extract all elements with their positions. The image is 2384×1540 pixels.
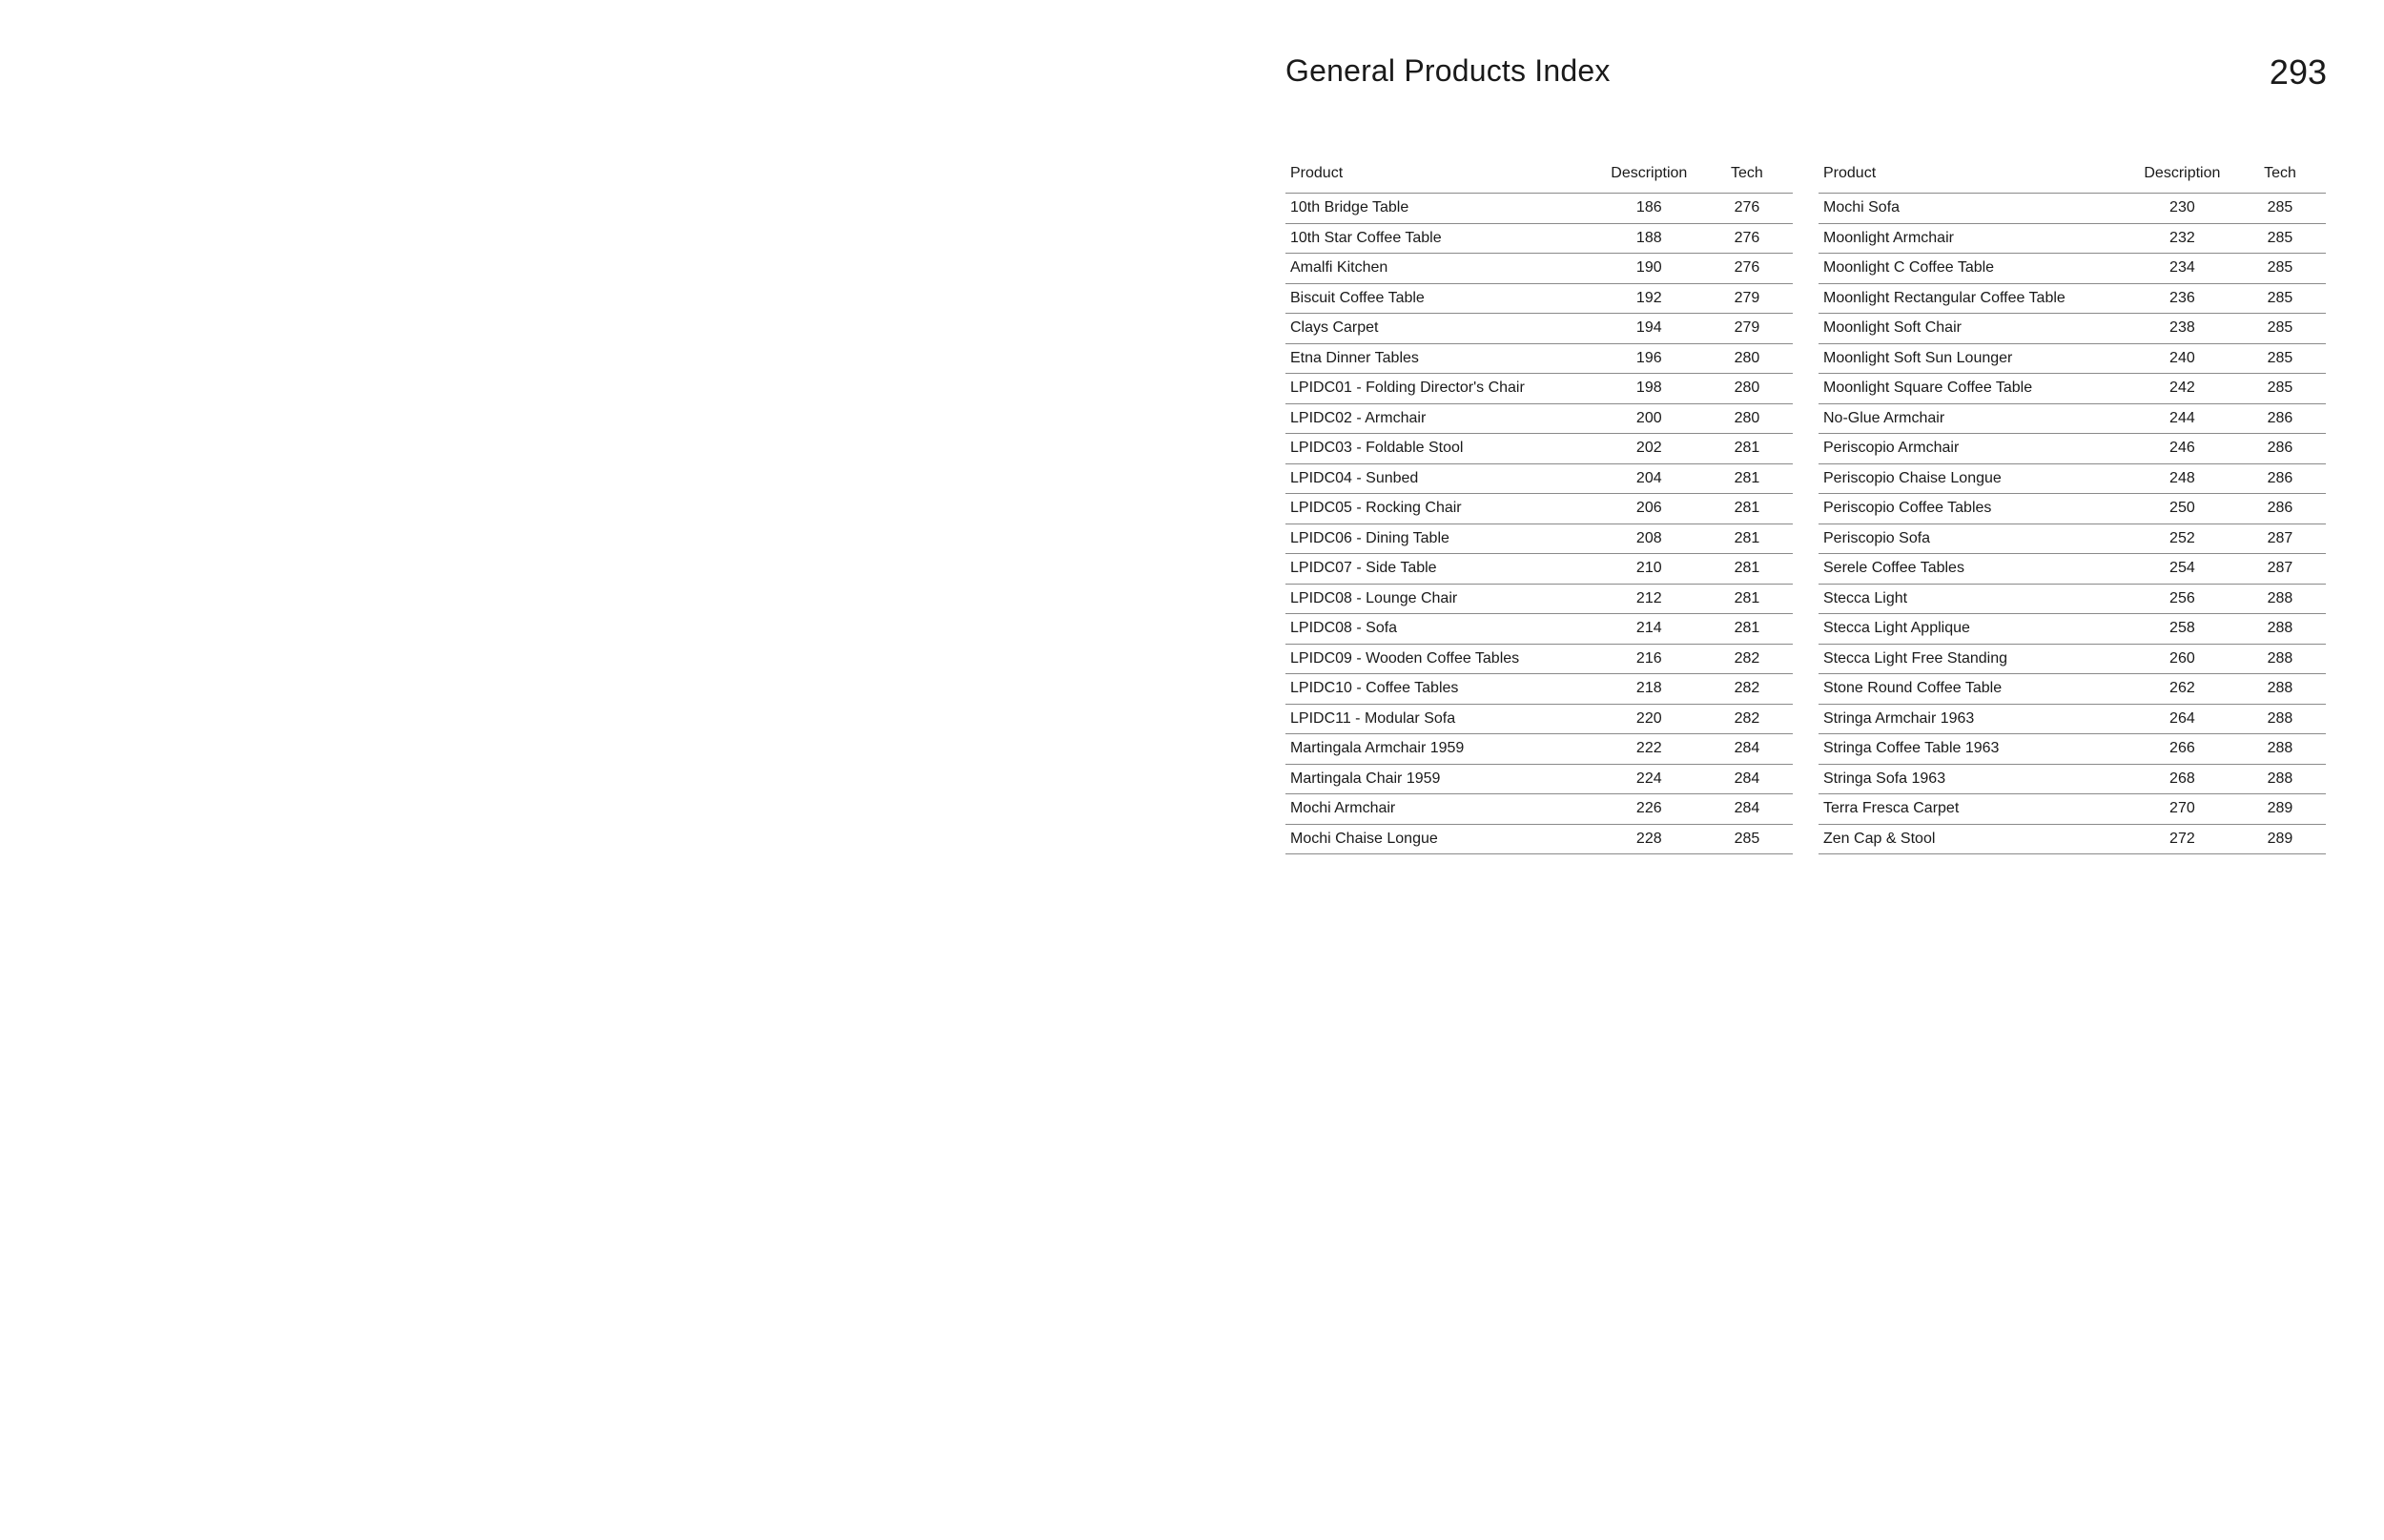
table-row	[1285, 343, 1793, 374]
tech-page-cell: 281	[1701, 554, 1793, 585]
table-row	[1285, 674, 1793, 705]
table-row	[1819, 374, 2326, 404]
description-page-cell: 212	[1597, 584, 1701, 614]
tech-page-cell: 288	[2234, 614, 2326, 645]
tech-page-cell: 279	[1701, 283, 1793, 314]
description-page-cell: 204	[1597, 463, 1701, 494]
description-page-cell: 246	[2130, 434, 2234, 464]
product-cell: Periscopio Coffee Tables	[1819, 494, 2130, 524]
product-cell: Stringa Sofa 1963	[1819, 764, 2130, 794]
description-page-cell: 244	[2130, 403, 2234, 434]
description-page-cell: 228	[1597, 824, 1701, 854]
description-page-cell: 220	[1597, 704, 1701, 734]
tech-page-cell: 285	[2234, 254, 2326, 284]
tech-page-cell: 285	[2234, 343, 2326, 374]
page-number: 293	[2269, 52, 2327, 92]
table-row	[1819, 824, 2326, 854]
table-row	[1819, 584, 2326, 614]
product-cell: Terra Fresca Carpet	[1819, 794, 2130, 825]
description-page-cell: 242	[2130, 374, 2234, 404]
table-row	[1819, 524, 2326, 554]
tech-page-cell: 285	[2234, 314, 2326, 344]
table-header-row	[1819, 154, 2326, 194]
table-row	[1819, 614, 2326, 645]
product-cell: LPIDC09 - Wooden Coffee Tables	[1285, 644, 1597, 674]
tech-page-cell: 276	[1701, 254, 1793, 284]
tech-page-cell: 281	[1701, 524, 1793, 554]
product-cell: Stone Round Coffee Table	[1819, 674, 2130, 705]
tech-page-cell: 287	[2234, 524, 2326, 554]
column-header-product: Product	[1285, 154, 1597, 194]
description-page-cell: 264	[2130, 704, 2234, 734]
tech-page-cell: 285	[2234, 194, 2326, 224]
tech-page-cell: 281	[1701, 494, 1793, 524]
column-header-description: Description	[1597, 154, 1701, 194]
tech-page-cell: 282	[1701, 704, 1793, 734]
description-page-cell: 238	[2130, 314, 2234, 344]
column-header-tech: Tech	[2234, 154, 2326, 194]
description-page-cell: 224	[1597, 764, 1701, 794]
column-header-product: Product	[1819, 154, 2130, 194]
description-page-cell: 232	[2130, 223, 2234, 254]
tech-page-cell: 285	[2234, 374, 2326, 404]
description-page-cell: 272	[2130, 824, 2234, 854]
tech-page-cell: 284	[1701, 794, 1793, 825]
tech-page-cell: 280	[1701, 403, 1793, 434]
product-cell: LPIDC10 - Coffee Tables	[1285, 674, 1597, 705]
product-cell: Periscopio Chaise Longue	[1819, 463, 2130, 494]
table-row	[1285, 434, 1793, 464]
product-cell: Moonlight C Coffee Table	[1819, 254, 2130, 284]
table-row	[1285, 463, 1793, 494]
description-page-cell: 218	[1597, 674, 1701, 705]
tech-page-cell: 288	[2234, 704, 2326, 734]
table-row	[1819, 223, 2326, 254]
product-cell: 10th Bridge Table	[1285, 194, 1597, 224]
product-cell: Stringa Armchair 1963	[1819, 704, 2130, 734]
table-row	[1819, 674, 2326, 705]
tech-page-cell: 276	[1701, 223, 1793, 254]
table-row	[1819, 254, 2326, 284]
product-cell: Moonlight Armchair	[1819, 223, 2130, 254]
table-row	[1285, 614, 1793, 645]
table-row	[1285, 283, 1793, 314]
tech-page-cell: 286	[2234, 494, 2326, 524]
table-row	[1285, 524, 1793, 554]
table-row	[1285, 794, 1793, 825]
tech-page-cell: 284	[1701, 764, 1793, 794]
product-cell: LPIDC04 - Sunbed	[1285, 463, 1597, 494]
tech-page-cell: 280	[1701, 343, 1793, 374]
description-page-cell: 258	[2130, 614, 2234, 645]
description-page-cell: 222	[1597, 734, 1701, 765]
product-cell: Periscopio Armchair	[1819, 434, 2130, 464]
table-row	[1819, 403, 2326, 434]
description-page-cell: 234	[2130, 254, 2234, 284]
description-page-cell: 236	[2130, 283, 2234, 314]
product-cell: 10th Star Coffee Table	[1285, 223, 1597, 254]
description-page-cell: 266	[2130, 734, 2234, 765]
table-row	[1285, 704, 1793, 734]
product-cell: Martingala Armchair 1959	[1285, 734, 1597, 765]
table-row	[1819, 704, 2326, 734]
table-row	[1285, 254, 1793, 284]
tech-page-cell: 288	[2234, 734, 2326, 765]
table-row	[1285, 194, 1793, 224]
table-row	[1819, 343, 2326, 374]
tech-page-cell: 288	[2234, 674, 2326, 705]
table-row	[1285, 374, 1793, 404]
product-cell: Mochi Chaise Longue	[1285, 824, 1597, 854]
table-row	[1285, 494, 1793, 524]
tech-page-cell: 285	[1701, 824, 1793, 854]
product-cell: LPIDC02 - Armchair	[1285, 403, 1597, 434]
tech-page-cell: 288	[2234, 644, 2326, 674]
tech-page-cell: 281	[1701, 434, 1793, 464]
description-page-cell: 248	[2130, 463, 2234, 494]
product-cell: LPIDC08 - Lounge Chair	[1285, 584, 1597, 614]
table-row	[1285, 403, 1793, 434]
table-row	[1819, 764, 2326, 794]
product-cell: Zen Cap & Stool	[1819, 824, 2130, 854]
table-row	[1819, 314, 2326, 344]
table-row	[1285, 554, 1793, 585]
product-cell: LPIDC08 - Sofa	[1285, 614, 1597, 645]
product-cell: Moonlight Soft Chair	[1819, 314, 2130, 344]
description-page-cell: 230	[2130, 194, 2234, 224]
description-page-cell: 194	[1597, 314, 1701, 344]
description-page-cell: 196	[1597, 343, 1701, 374]
product-cell: Serele Coffee Tables	[1819, 554, 2130, 585]
table-row	[1819, 494, 2326, 524]
tech-page-cell: 276	[1701, 194, 1793, 224]
index-table-left-body	[1285, 194, 1793, 854]
product-cell: Mochi Sofa	[1819, 194, 2130, 224]
product-cell: Stecca Light	[1819, 584, 2130, 614]
table-row	[1819, 434, 2326, 464]
description-page-cell: 188	[1597, 223, 1701, 254]
index-table-right	[1819, 154, 2326, 854]
product-cell: Stecca Light Applique	[1819, 614, 2130, 645]
tech-page-cell: 286	[2234, 403, 2326, 434]
index-table-right-body	[1819, 194, 2326, 854]
product-cell: Martingala Chair 1959	[1285, 764, 1597, 794]
table-header-row	[1285, 154, 1793, 194]
description-page-cell: 226	[1597, 794, 1701, 825]
description-page-cell: 216	[1597, 644, 1701, 674]
product-cell: LPIDC07 - Side Table	[1285, 554, 1597, 585]
table-row	[1819, 283, 2326, 314]
tech-page-cell: 288	[2234, 764, 2326, 794]
tech-page-cell: 285	[2234, 223, 2326, 254]
tech-page-cell: 281	[1701, 463, 1793, 494]
description-page-cell: 208	[1597, 524, 1701, 554]
product-cell: Stringa Coffee Table 1963	[1819, 734, 2130, 765]
tech-page-cell: 286	[2234, 463, 2326, 494]
product-cell: LPIDC06 - Dining Table	[1285, 524, 1597, 554]
table-row	[1285, 223, 1793, 254]
tech-page-cell: 287	[2234, 554, 2326, 585]
tech-page-cell: 282	[1701, 644, 1793, 674]
description-page-cell: 210	[1597, 554, 1701, 585]
product-cell: LPIDC05 - Rocking Chair	[1285, 494, 1597, 524]
tech-page-cell: 288	[2234, 584, 2326, 614]
column-header-tech: Tech	[1701, 154, 1793, 194]
description-page-cell: 254	[2130, 554, 2234, 585]
description-page-cell: 260	[2130, 644, 2234, 674]
product-cell: Amalfi Kitchen	[1285, 254, 1597, 284]
table-row	[1285, 314, 1793, 344]
table-row	[1819, 554, 2326, 585]
index-table-left	[1285, 154, 1793, 854]
tech-page-cell: 286	[2234, 434, 2326, 464]
description-page-cell: 190	[1597, 254, 1701, 284]
table-row	[1285, 824, 1793, 854]
description-page-cell: 270	[2130, 794, 2234, 825]
tech-page-cell: 285	[2234, 283, 2326, 314]
tech-page-cell: 289	[2234, 824, 2326, 854]
tech-page-cell: 281	[1701, 584, 1793, 614]
description-page-cell: 214	[1597, 614, 1701, 645]
tech-page-cell: 289	[2234, 794, 2326, 825]
page-title: General Products Index	[1285, 53, 1611, 88]
tech-page-cell: 282	[1701, 674, 1793, 705]
table-row	[1819, 463, 2326, 494]
description-page-cell: 252	[2130, 524, 2234, 554]
tech-page-cell: 279	[1701, 314, 1793, 344]
description-page-cell: 256	[2130, 584, 2234, 614]
product-cell: Moonlight Square Coffee Table	[1819, 374, 2130, 404]
description-page-cell: 240	[2130, 343, 2234, 374]
product-cell: Periscopio Sofa	[1819, 524, 2130, 554]
product-cell: Mochi Armchair	[1285, 794, 1597, 825]
product-cell: LPIDC11 - Modular Sofa	[1285, 704, 1597, 734]
description-page-cell: 186	[1597, 194, 1701, 224]
description-page-cell: 192	[1597, 283, 1701, 314]
product-cell: LPIDC01 - Folding Director's Chair	[1285, 374, 1597, 404]
tech-page-cell: 284	[1701, 734, 1793, 765]
table-row	[1819, 734, 2326, 765]
table-row	[1819, 794, 2326, 825]
product-cell: LPIDC03 - Foldable Stool	[1285, 434, 1597, 464]
product-cell: Stecca Light Free Standing	[1819, 644, 2130, 674]
product-cell: Clays Carpet	[1285, 314, 1597, 344]
tech-page-cell: 281	[1701, 614, 1793, 645]
tech-page-cell: 280	[1701, 374, 1793, 404]
product-cell: Moonlight Soft Sun Lounger	[1819, 343, 2130, 374]
table-row	[1285, 644, 1793, 674]
description-page-cell: 262	[2130, 674, 2234, 705]
table-row	[1285, 764, 1793, 794]
description-page-cell: 200	[1597, 403, 1701, 434]
table-row	[1285, 584, 1793, 614]
product-cell: No-Glue Armchair	[1819, 403, 2130, 434]
product-cell: Biscuit Coffee Table	[1285, 283, 1597, 314]
description-page-cell: 268	[2130, 764, 2234, 794]
product-cell: Etna Dinner Tables	[1285, 343, 1597, 374]
description-page-cell: 250	[2130, 494, 2234, 524]
description-page-cell: 198	[1597, 374, 1701, 404]
description-page-cell: 202	[1597, 434, 1701, 464]
table-row	[1285, 734, 1793, 765]
table-row	[1819, 194, 2326, 224]
product-cell: Moonlight Rectangular Coffee Table	[1819, 283, 2130, 314]
column-header-description: Description	[2130, 154, 2234, 194]
description-page-cell: 206	[1597, 494, 1701, 524]
table-row	[1819, 644, 2326, 674]
